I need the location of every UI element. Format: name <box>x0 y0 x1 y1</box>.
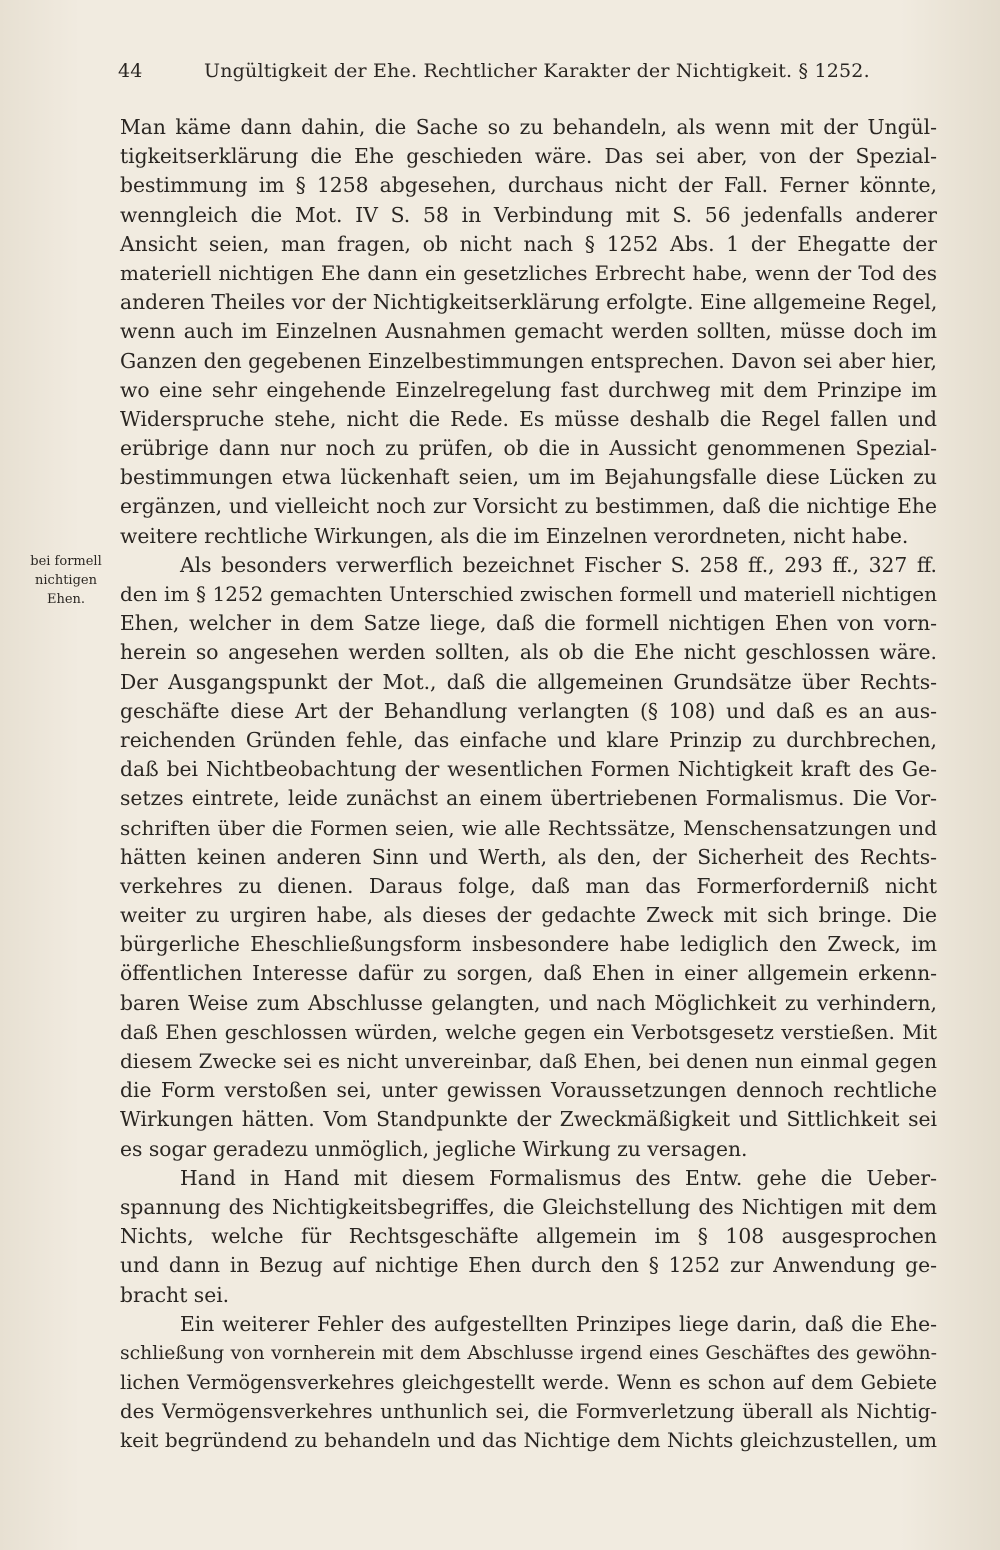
text-line: es sogar geradezu unmöglich, jegliche Wirkung zu versagen. <box>120 1136 748 1161</box>
text-line: Ein weiterer Fehler des aufgestellten Prinzipes liege darin, daß die Ehe- <box>180 1311 937 1336</box>
text-line: materiell nichtigen Ehe dann ein gesetzliches Erbrecht habe, wenn der Tod des <box>120 260 937 285</box>
text-line: verkehres zu dienen. Daraus folge, daß man das Formerforderniß nicht <box>120 873 937 898</box>
margin-note-line: Ehen. <box>46 592 86 607</box>
text-line: Nichts, welche für Rechtsgeschäfte allgemein im § 108 ausgesprochen <box>120 1224 937 1249</box>
text-line: wenn auch im Einzelnen Ausnahmen gemacht werden sollten, müsse doch im <box>120 319 937 344</box>
text-line: bestimmung im § 1258 abgesehen, durchaus nicht der Fall. Ferner könnte, <box>120 173 937 198</box>
text-line: herein so angesehen werden sollten, als ob die Ehe nicht geschlossen wäre. <box>120 640 937 665</box>
text-line: lichen Vermögensverkehres gleichgestellt werde. Wenn es schon auf dem Gebiete <box>120 1371 937 1395</box>
text-line: bestimmungen etwa lückenhaft seien, um im Bejahungsfalle diese Lücken zu <box>120 465 937 490</box>
running-head <box>118 58 938 84</box>
text-line: Der Ausgangspunkt der Mot., daß die allgemeinen Grundsätze über Rechts- <box>120 669 937 694</box>
margin-note-line: nichtigen <box>35 573 97 588</box>
text-line: baren Weise zum Abschlusse gelangten, und nach Möglichkeit zu verhindern, <box>120 990 937 1015</box>
text-line: daß bei Nichtbeobachtung der wesentlichen Formen Nichtigkeit kraft des Ge- <box>120 757 937 782</box>
text-line: des Vermögensverkehres unthunlich sei, die Formverletzung überall als Nichtig- <box>120 1400 937 1424</box>
body-text <box>120 113 937 1456</box>
text-line: weitere rechtliche Wirkungen, als die im Einzelnen verordneten, nicht habe. <box>120 523 909 548</box>
text-line: schriften über die Formen seien, wie alle Rechtssätze, Menschensatzungen und <box>120 815 937 840</box>
text-line: diesem Zwecke sei es nicht unvereinbar, daß Ehen, bei denen nun einmal gegen <box>120 1049 937 1073</box>
text-line: bürgerliche Eheschließungsform insbesondere habe lediglich den Zweck, im <box>120 932 937 957</box>
text-line: Man käme dann dahin, die Sache so zu behandeln, als wenn mit der Ungül- <box>120 115 937 139</box>
text-line: spannung des Nichtigkeitsbegriffes, die Gleichstellung des Nichtigen mit dem <box>120 1194 937 1219</box>
text-line: Wirkungen hätten. Vom Standpunkte der Zweckmäßigkeit und Sittlichkeit sei <box>120 1107 937 1132</box>
text-line: die Form verstoßen sei, unter gewissen Voraussetzungen dennoch rechtliche <box>120 1078 937 1103</box>
text-line: wo eine sehr eingehende Einzelregelung fast durchweg mit dem Prinzipe im <box>120 377 937 402</box>
text-line: Als besonders verwerflich bezeichnet Fischer S. 258 ff., 293 ff., 327 ff. <box>180 552 937 577</box>
text-line: keit begründend zu behandeln und das Nichtige dem Nichts gleichzustellen, um <box>120 1428 937 1453</box>
text-line: anderen Theiles vor der Nichtigkeitserklärung erfolgte. Eine allgemeine Regel, <box>120 290 938 315</box>
text-line: geschäfte diese Art der Behandlung verlangten (§ 108) und daß es an aus- <box>120 698 937 723</box>
text-line: Hand in Hand mit diesem Formalismus des Entw. gehe die Ueber- <box>180 1165 937 1190</box>
text-line: Ganzen den gegebenen Einzelbestimmungen entsprechen. Davon sei aber hier, <box>120 348 937 373</box>
margin-note-line: bei formell <box>30 554 102 569</box>
text-line: weiter zu urgiren habe, als dieses der gedachte Zweck mit sich bringe. Die <box>120 903 937 928</box>
text-line: erübrige dann nur noch zu prüfen, ob die in Aussicht genommenen Spezial- <box>120 436 937 461</box>
text-line: Widerspruche stehe, nicht die Rede. Es müsse deshalb die Regel fallen und <box>120 406 937 431</box>
text-line: öffentlichen Interesse dafür zu sorgen, daß Ehen in einer allgemein erkenn- <box>120 961 937 986</box>
text-line: tigkeitserklärung die Ehe geschieden wäre. Das sei aber, von der Spezial- <box>120 144 937 169</box>
text-line: hätten keinen anderen Sinn und Werth, als den, der Sicherheit des Rechts- <box>120 844 937 869</box>
text-line: setzes eintrete, leide zunächst an einem übertriebenen Formalismus. Die Vor- <box>120 786 937 811</box>
text-line: daß Ehen geschlossen würden, welche gegen ein Verbotsgesetz verstießen. Mit <box>120 1019 937 1044</box>
text-line: Ehen, welcher in dem Satze liege, daß die formell nichtigen Ehen von vorn- <box>120 611 937 636</box>
text-line: ergänzen, und vielleicht noch zur Vorsicht zu bestimmen, daß die nichtige Ehe <box>120 494 937 519</box>
text-line: wenngleich die Mot. IV S. 58 in Verbindung mit S. 56 jedenfalls anderer <box>120 202 937 227</box>
page-number: 44 <box>118 60 143 82</box>
text-line: schließung von vornherein mit dem Abschlusse irgend eines Geschäftes des gewöhn- <box>120 1342 937 1364</box>
running-title: Ungültigkeit der Ehe. Rechtlicher Karakter der Nichtigkeit. § 1252. <box>204 60 870 82</box>
text-line: Ansicht seien, man fragen, ob nicht nach § 1252 Abs. 1 der Ehegatte der <box>120 231 937 256</box>
margin-note <box>20 552 112 609</box>
text-line: bracht sei. <box>120 1282 230 1307</box>
text-line: reichenden Gründen fehle, das einfache und klare Prinzip zu durchbrechen, <box>120 727 937 752</box>
text-line: und dann in Bezug auf nichtige Ehen durch den § 1252 zur Anwendung ge- <box>120 1253 937 1278</box>
text-line: den im § 1252 gemachten Unterschied zwischen formell und materiell nichtigen <box>120 582 937 606</box>
